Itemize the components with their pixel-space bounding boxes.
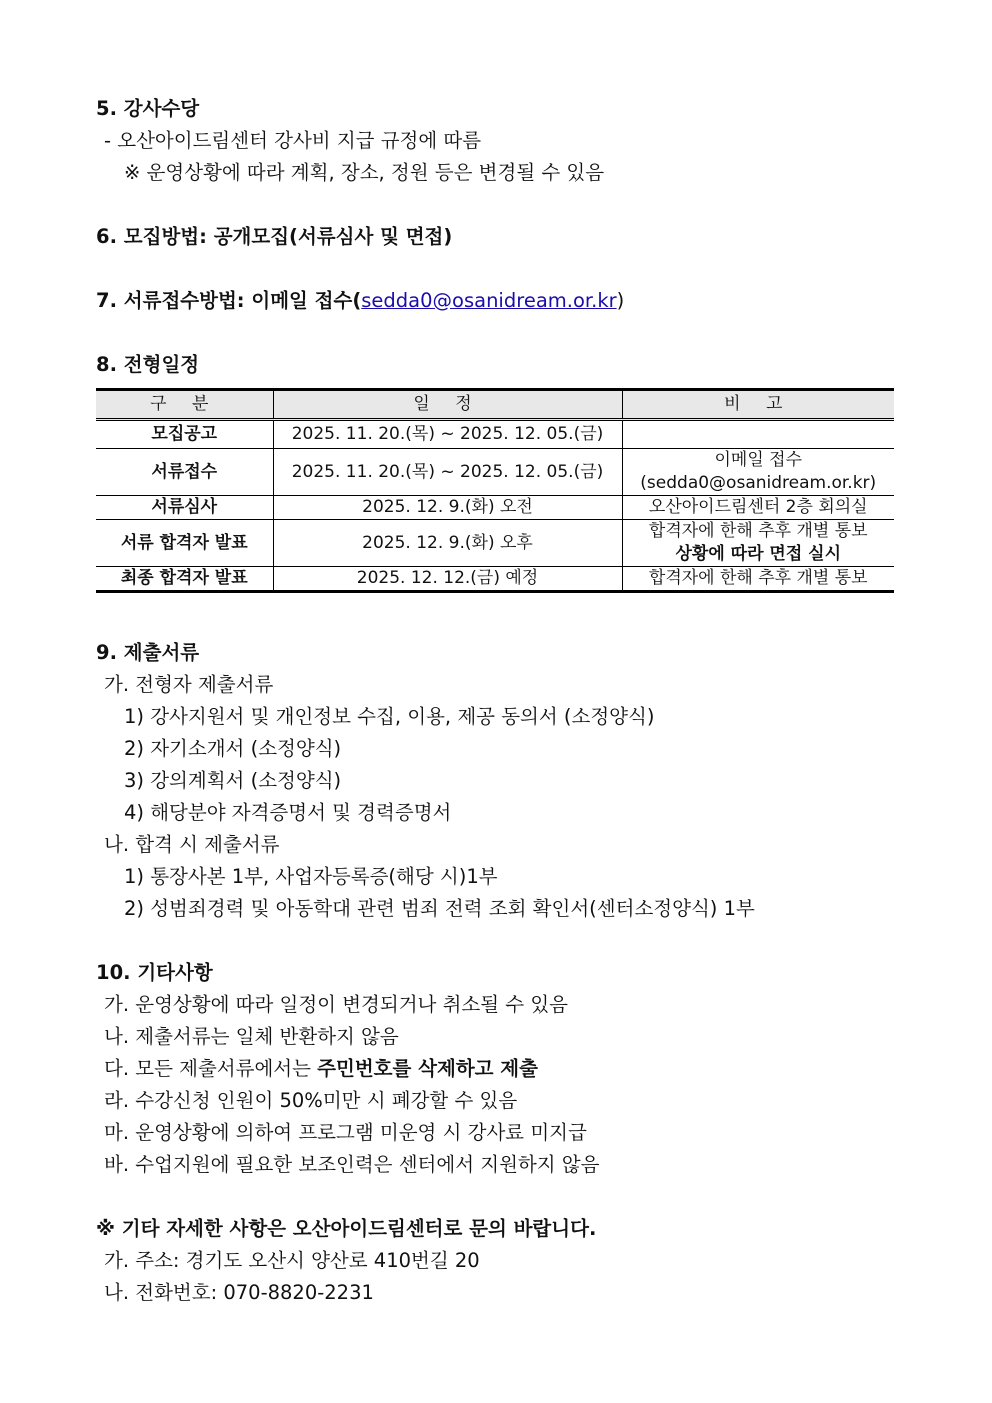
section-10-na: 나. 제출서류는 일체 반환하지 않음 xyxy=(104,1025,399,1048)
section-7-suffix: ) xyxy=(616,289,625,312)
section-9-b1: 1) 통장사본 1부, 사업자등록증(해당 시)1부 xyxy=(124,865,498,888)
section-8-title: 8. 전형일정 xyxy=(96,353,200,376)
row-note xyxy=(622,420,894,449)
row-note-line-1: 합격자에 한해 추후 개별 통보 xyxy=(648,521,868,541)
row-date: 2025. 11. 20.(목) ~ 2025. 12. 05.(금) xyxy=(273,449,622,496)
email-link[interactable]: sedda0@osanidream.or.kr xyxy=(361,289,617,312)
row-label: 모집공고 xyxy=(96,420,273,449)
row-note-line-2: (sedda0@osanidream.or.kr) xyxy=(640,473,877,493)
section-10-da xyxy=(104,1057,538,1081)
row-date: 2025. 12. 9.(화) 오전 xyxy=(273,496,622,520)
table-row xyxy=(96,449,894,496)
row-label: 최종 합격자 발표 xyxy=(96,567,273,592)
section-10-title: 10. 기타사항 xyxy=(96,961,213,984)
section-10-da-bold: 주민번호를 삭제하고 제출 xyxy=(317,1057,538,1080)
section-9-b: 나. 합격 시 제출서류 xyxy=(104,833,280,856)
schedule-table xyxy=(96,388,894,593)
header-note: 비 고 xyxy=(622,390,894,420)
row-label: 서류심사 xyxy=(96,496,273,520)
row-note xyxy=(622,520,894,567)
section-7-title xyxy=(96,289,624,313)
row-date: 2025. 12. 12.(금) 예정 xyxy=(273,567,622,592)
section-9-a2: 2) 자기소개서 (소정양식) xyxy=(124,737,342,760)
contact-address: 가. 주소: 경기도 오산시 양산로 410번길 20 xyxy=(104,1249,480,1272)
table-row xyxy=(96,567,894,592)
row-date: 2025. 12. 9.(화) 오후 xyxy=(273,520,622,567)
section-9-a4: 4) 해당분야 자격증명서 및 경력증명서 xyxy=(124,801,452,824)
section-10-ra: 라. 수강신청 인원이 50%미만 시 폐강할 수 있음 xyxy=(104,1089,518,1112)
section-7-prefix: 7. 서류접수방법: 이메일 접수( xyxy=(96,289,362,312)
row-note xyxy=(622,449,894,496)
section-10-da-prefix: 다. 모든 제출서류에서는 xyxy=(104,1057,318,1080)
table-row xyxy=(96,496,894,520)
section-5-title: 5. 강사수당 xyxy=(96,97,200,120)
section-9-a: 가. 전형자 제출서류 xyxy=(104,673,274,696)
header-schedule: 일 정 xyxy=(273,390,622,420)
header-category: 구 분 xyxy=(96,390,273,420)
section-9-a3: 3) 강의계획서 (소정양식) xyxy=(124,769,342,792)
section-9-b2: 2) 성범죄경력 및 아동학대 관련 범죄 전력 조회 확인서(센터소정양식) 1부 xyxy=(124,897,755,920)
section-10-ga: 가. 운영상황에 따라 일정이 변경되거나 취소될 수 있음 xyxy=(104,993,569,1016)
table-row xyxy=(96,420,894,449)
contact-phone: 나. 전화번호: 070-8820-2231 xyxy=(104,1281,374,1304)
section-6-title: 6. 모집방법: 공개모집(서류심사 및 면접) xyxy=(96,225,453,248)
table-row xyxy=(96,520,894,567)
row-note: 오산아이드림센터 2층 회의실 xyxy=(622,496,894,520)
row-note: 합격자에 한해 추후 개별 통보 xyxy=(622,567,894,592)
row-date: 2025. 11. 20.(목) ~ 2025. 12. 05.(금) xyxy=(273,420,622,449)
section-10-ma: 마. 운영상황에 의하여 프로그램 미운영 시 강사료 미지급 xyxy=(104,1121,587,1144)
contact-title: ※ 기타 자세한 사항은 오산아이드림센터로 문의 바랍니다. xyxy=(96,1217,597,1240)
row-label: 서류접수 xyxy=(96,449,273,496)
section-10-ba: 바. 수업지원에 필요한 보조인력은 센터에서 지원하지 않음 xyxy=(104,1153,600,1176)
section-5-line-1: - 오산아이드림센터 강사비 지급 규정에 따름 xyxy=(104,129,482,152)
row-label: 서류 합격자 발표 xyxy=(96,520,273,567)
section-9-a1: 1) 강사지원서 및 개인정보 수집, 이용, 제공 동의서 (소정양식) xyxy=(124,705,655,728)
section-9-title: 9. 제출서류 xyxy=(96,641,200,664)
row-note-line-2: 상황에 따라 면접 실시 xyxy=(675,544,842,564)
schedule-header-row xyxy=(96,390,894,420)
section-5-note: ※ 운영상황에 따라 계획, 장소, 정원 등은 변경될 수 있음 xyxy=(124,161,605,184)
row-note-line-1: 이메일 접수 xyxy=(714,450,802,470)
